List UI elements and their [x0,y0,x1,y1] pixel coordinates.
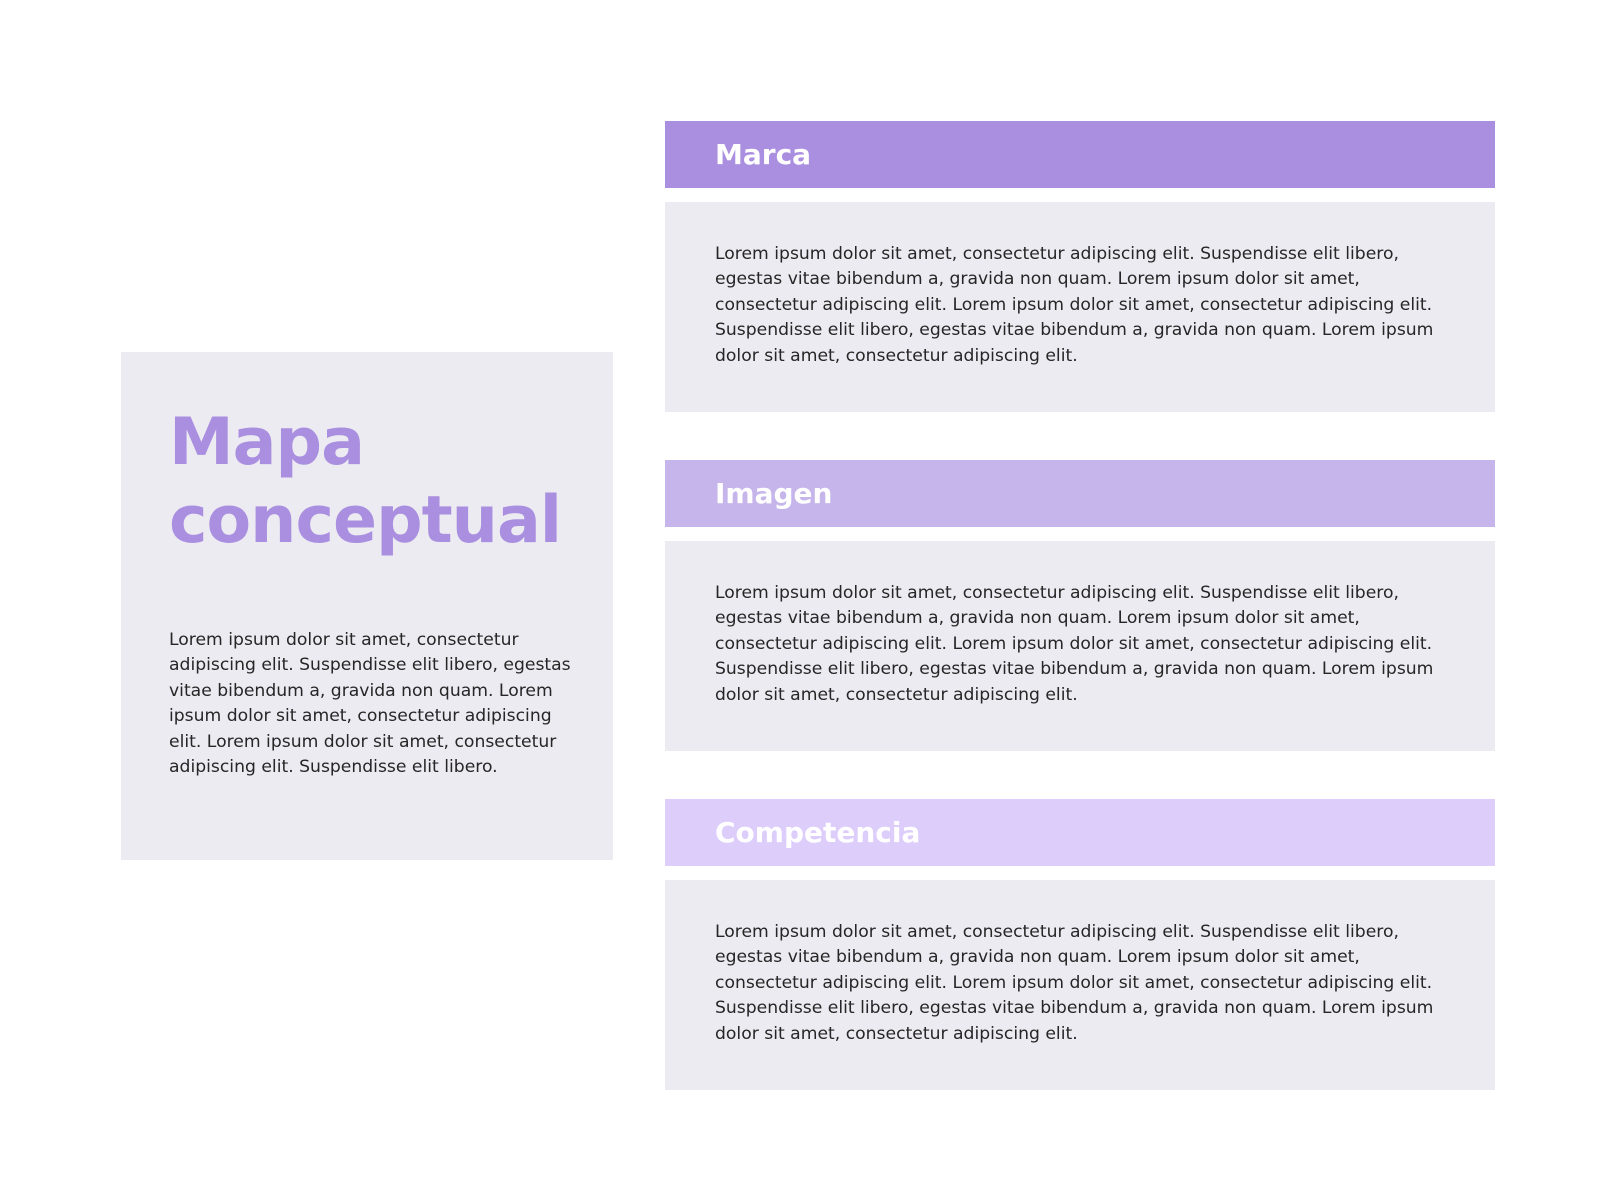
section-body-competencia [665,880,1495,1090]
intro-description: Lorem ipsum dolor sit amet, consectetur adipiscing elit. Suspendisse elit libero, egestas vitae bibendum a, gravida non quam. Lorem ipsum dolor sit amet, consectetur adipiscing elit. Lorem ipsum dolor sit amet, consectetur adipiscing elit. Suspendisse elit libero. [169,630,571,778]
section-header-marca [665,121,1495,188]
section-header-imagen [665,460,1495,527]
section-marca [665,121,1495,412]
section-text-marca: Lorem ipsum dolor sit amet, consectetur adipiscing elit. Suspendisse elit libero, egestas vitae bibendum a, gravida non quam. Lorem ipsum dolor sit amet, consectetur adipiscing elit. Lorem ipsum dolor sit amet, consectetur adipiscing elit. Suspendisse elit libero, egestas vitae bibendum a, gravida non quam. Lorem ipsum dolor sit amet, consectetur adipiscing elit. [715,244,1434,366]
section-body-marca [665,202,1495,412]
page-title: Mapa conceptual [169,405,562,558]
section-text-imagen: Lorem ipsum dolor sit amet, consectetur adipiscing elit. Suspendisse elit libero, egestas vitae bibendum a, gravida non quam. Lorem ipsum dolor sit amet, consectetur adipiscing elit. Lorem ipsum dolor sit amet, consectetur adipiscing elit. Suspendisse elit libero, egestas vitae bibendum a, gravida non quam. Lorem ipsum dolor sit amet, consectetur adipiscing elit. [715,583,1434,705]
intro-card [121,352,613,860]
section-body-imagen [665,541,1495,751]
section-title-competencia: Competencia [715,816,921,849]
section-header-competencia [665,799,1495,866]
section-title-imagen: Imagen [715,477,833,510]
section-text-competencia: Lorem ipsum dolor sit amet, consectetur adipiscing elit. Suspendisse elit libero, egestas vitae bibendum a, gravida non quam. Lorem ipsum dolor sit amet, consectetur adipiscing elit. Lorem ipsum dolor sit amet, consectetur adipiscing elit. Suspendisse elit libero, egestas vitae bibendum a, gravida non quam. Lorem ipsum dolor sit amet, consectetur adipiscing elit. [715,922,1434,1044]
section-title-marca: Marca [715,138,812,171]
section-competencia [665,799,1495,1090]
section-imagen [665,460,1495,751]
